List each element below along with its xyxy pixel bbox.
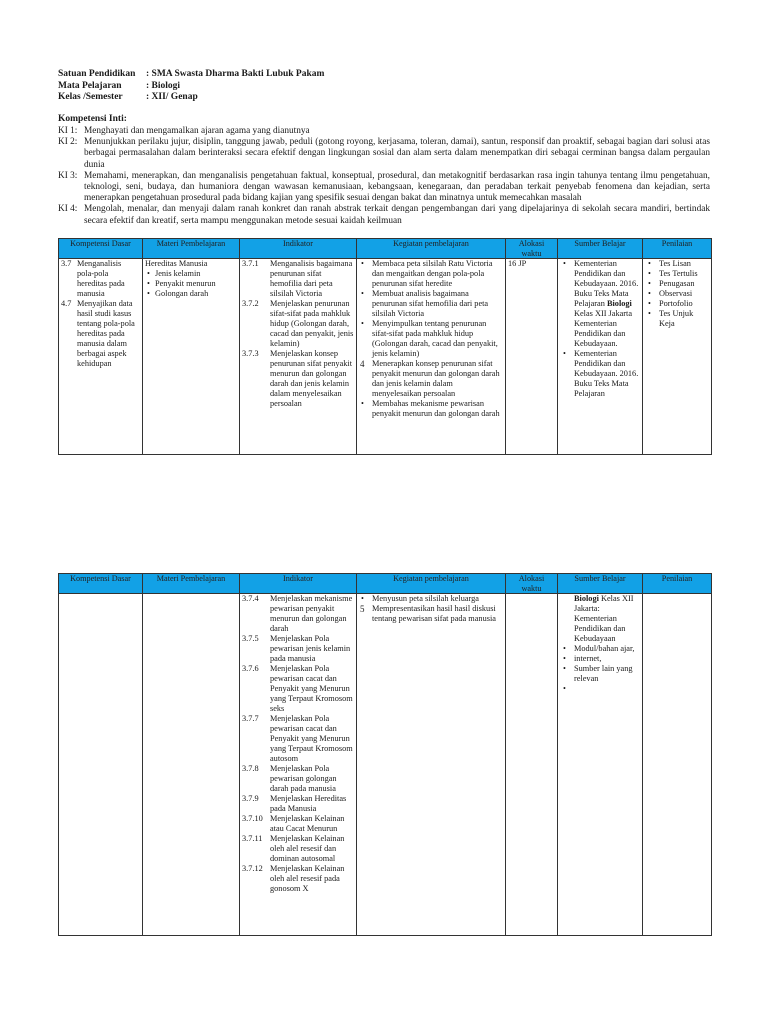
sumber-continuation: [560, 594, 640, 644]
kd-number: 3.7: [61, 259, 72, 268]
ki-code: KI 2:: [58, 137, 78, 148]
penilaian-item: • Observasi: [645, 289, 709, 299]
sumber-bold: Biologi: [574, 594, 599, 603]
ki-item: [58, 204, 710, 226]
ki-text: Menunjukkan perilaku jujur, disiplin, tanggung jawab, peduli (gotong royong, kerjasama, toleran, damai), santun, responsif dan proaktif, sebagai bagian dari solusi atas berbagai permasalahan dalam berinteraksi secara efektif dengan lingkungan sosial dan alam serta dalam menempatkan diri sebagai cerminan bangsa dalam pergaulan dunia: [84, 137, 710, 170]
kd-cell: [59, 594, 143, 936]
materi-title: Hereditas Manusia: [145, 259, 208, 268]
kd-text: Menyajikan data hasil studi kasus tentang pola-pola hereditas pada manusia dalam berbagai aspek kehidupan: [77, 299, 135, 368]
table-header-row: [59, 239, 712, 259]
sumber-cell: [558, 594, 643, 936]
syllabus-table-1: [58, 238, 712, 455]
indikator-text: Menjelaskan Kelainan atau Cacat Menurun: [270, 814, 345, 833]
kegiatan-item: [359, 259, 503, 289]
table-header-row: [59, 574, 712, 594]
ki-item: [58, 126, 710, 137]
indikator-text: Menjelaskan Kelainan oleh alel resesif pada gonosom X: [270, 864, 345, 893]
indikator-text: Menjelaskan penurunan sifat-sifat pada mahkluk hidup (Golongan darah, cacad dan penyakit, jenis kelamin): [270, 299, 354, 348]
sumber-item: • Modul/bahan ajar,: [560, 644, 640, 654]
materi-cell: [143, 594, 240, 936]
kd-cell: [59, 259, 143, 455]
sumber-text: Kementerian Pendidikan dan Kebudayaan. 2016. Buku Teks Mata Pelajaran: [574, 259, 639, 308]
alokasi-cell: [506, 594, 558, 936]
materi-item: • Penyakit menurun: [145, 279, 237, 289]
col-sumber: Sumber Belajar: [558, 574, 643, 594]
materi-item: • Jenis kelamin: [145, 269, 237, 279]
penilaian-item: • Penugasan: [645, 279, 709, 289]
table-row: [59, 594, 712, 936]
col-penilaian: Penilaian: [643, 574, 712, 594]
indikator-cell: [240, 259, 357, 455]
indikator-text: Menjelaskan konsep penurunan sifat penyakit menurun dan golongan darah dan jenis kelamin dalam menyelesaikan persoalan: [270, 349, 353, 408]
kelas-value: : XII/ Genap: [146, 92, 198, 102]
kegiatan-cell: [357, 594, 506, 936]
indikator-text: Menjelaskan Kelainan oleh alel resesif dan dominan autosomal: [270, 834, 345, 863]
materi-item: • Golongan darah: [145, 289, 237, 299]
col-alokasi: Alokasi waktu: [506, 574, 558, 594]
col-penilaian: Penilaian: [643, 239, 712, 259]
col-sumber: Sumber Belajar: [558, 239, 643, 259]
col-alokasi: Alokasi waktu: [506, 239, 558, 259]
kd-number: 4.7: [61, 299, 72, 308]
indikator-number: 3.7.3: [242, 349, 259, 358]
col-indikator: Indikator: [240, 239, 357, 259]
ki-title: Kompetensi Inti:: [58, 114, 127, 124]
kegiatan-text: Mempresentasikan hasil hasil diskusi tentang pewarisan sifat pada manusia: [372, 604, 496, 623]
indikator-text: Menjelaskan Pola pewarisan cacat dan Penyakit yang Menurun yang Terpaut Kromosom seks: [270, 664, 353, 713]
indikator-number: 3.7.1: [242, 259, 259, 268]
mapel-value: : Biologi: [146, 80, 181, 91]
indikator-number: 3.7.11: [242, 834, 263, 843]
satuan-value: : SMA Swasta Dharma Bakti Lubuk Pakam: [146, 69, 325, 79]
penilaian-cell: [643, 259, 712, 455]
col-kd: Kompetensi Dasar: [59, 239, 143, 259]
indikator-number: 3.7.10: [242, 814, 263, 823]
kegiatan-text: Menerapkan konsep penurunan sifat penyakit menurun dan golongan darah dan jenis kelamin dalam menyelesaikan persoalan: [372, 359, 500, 398]
sumber-text: Kelas XII Jakarta Kementerian Pendidikan dan Kebudayaan.: [574, 309, 633, 348]
indikator-number: 3.7.6: [242, 664, 259, 673]
kegiatan-item: [359, 594, 503, 604]
ki-code: KI 3:: [58, 170, 78, 181]
ki-list: [58, 126, 710, 227]
sumber-bold: Biologi: [606, 299, 632, 308]
col-indikator: Indikator: [240, 574, 357, 594]
ki-text: Menghayati dan mengamalkan ajaran agama yang dianutnya: [84, 126, 310, 136]
sumber-cell: [558, 259, 643, 455]
ki-item: [58, 171, 710, 205]
sumber-item: [560, 684, 640, 694]
sumber-text: Kementerian Pendidikan dan Kebudayaan. 2016. Buku Teks Mata Pelajaran: [574, 349, 639, 398]
penilaian-item: • Portofolio: [645, 299, 709, 309]
syllabus-table-2: [58, 573, 712, 936]
col-materi: Materi Pembelajaran: [143, 574, 240, 594]
kelas-label: Kelas /Semester: [58, 92, 123, 102]
kegiatan-text: Menyusun peta silsilah keluarga: [372, 594, 479, 603]
sumber-item: • internet,: [560, 654, 640, 664]
document-header: [58, 69, 324, 104]
sumber-item: [560, 349, 640, 399]
materi-cell: [143, 259, 240, 455]
kd-text: Menganalisis pola-pola hereditas pada manusia: [77, 259, 125, 298]
satuan-label: Satuan Pendidikan: [58, 69, 136, 79]
indikator-number: 3.7.7: [242, 714, 259, 723]
kegiatan-text: Membuat analisis bagaimana penurunan sifat hemofilia dari peta silsilah Victoria: [372, 289, 489, 318]
indikator-number: 3.7.8: [242, 764, 259, 773]
penilaian-item: • Tes Lisan: [645, 259, 709, 269]
indikator-text: Menjelaskan Hereditas pada Manusia: [270, 794, 347, 813]
indikator-number: 3.7.12: [242, 864, 263, 873]
alokasi-cell: 16 JP: [506, 259, 558, 455]
indikator-number: 3.7.2: [242, 299, 259, 308]
kegiatan-number: 5: [360, 604, 365, 614]
sumber-item: • Sumber lain yang relevan: [560, 664, 640, 684]
indikator-number: 3.7.9: [242, 794, 259, 803]
indikator-number: 3.7.5: [242, 634, 259, 643]
sumber-item: [560, 259, 640, 349]
penilaian-cell: [643, 594, 712, 936]
penilaian-item: • Tes Unjuk Keja: [645, 309, 709, 329]
col-kd: Kompetensi Dasar: [59, 574, 143, 594]
penilaian-item: • Tes Tertulis: [645, 269, 709, 279]
kegiatan-item: [359, 604, 503, 624]
kegiatan-item: [359, 289, 503, 319]
ki-text: Memahami, menerapkan, dan menganalisis pengetahuan faktual, konseptual, prosedural, dan metakognitif berdasarkan rasa ingin tahunya tentang ilmu pengetahuan, teknologi, seni, budaya, dan humaniora dengan wawasan kemanusiaan, kebangsaan, kenegaraan, dan peradaban terkait penyebab fenomena dan kejadian, serta menerapkan pengetahuan prosedural pada bidang kajian yang spesifik sesuai dengan bakat dan minatnya untuk memecahkan masalah: [84, 170, 710, 204]
ki-code: KI 4:: [58, 204, 78, 215]
kegiatan-text: Membaca peta silsilah Ratu Victoria dan mengaitkan dengan pola-pola penurunan sifat heredite: [372, 259, 493, 288]
kegiatan-item: [359, 359, 503, 399]
indikator-text: Menjelaskan Pola pewarisan golongan darah pada manusia: [270, 764, 337, 793]
indikator-text: Menganalisis bagaimana penurunan sifat hemofilia dari peta silsilah Victoria: [270, 259, 353, 298]
table-row: [59, 259, 712, 455]
ki-text: Mengolah, menalar, dan menyaji dalam ranah konkret dan ranah abstrak terkait dengan pengembangan dari yang dipelajarinya di sekolah secara mandiri, bertindak secara efektif dan kreatif, serta mampu menggunakan metode sesuai kaidah keilmuan: [84, 204, 710, 226]
kegiatan-number: 4: [360, 359, 365, 369]
ki-code: KI 1:: [58, 126, 78, 136]
kegiatan-item: [359, 319, 503, 359]
indikator-text: Menjelaskan Pola pewarisan jenis kelamin pada manusia: [270, 634, 351, 663]
kegiatan-item: [359, 399, 503, 419]
indikator-text: Menjelaskan Pola pewarisan cacat dan Penyakit yang Menurun yang Terpaut Kromosom autosom: [270, 714, 353, 763]
sumber-text: Kelas XII Jakarta: Kementerian Pendidikan dan Kebudayaan: [574, 594, 634, 643]
kegiatan-text: Menyimpulkan tentang penurunan sifat-sifat pada mahkluk hidup (Golongan darah, cacad dan penyakit, jenis kelamin): [372, 319, 498, 358]
col-materi: Materi Pembelajaran: [143, 239, 240, 259]
indikator-number: 3.7.4: [242, 594, 259, 603]
indikator-cell: [240, 594, 357, 936]
col-kegiatan: Kegiatan pembelajaran: [357, 574, 506, 594]
kegiatan-cell: [357, 259, 506, 455]
mapel-label: Mata Pelajaran: [58, 80, 122, 91]
col-kegiatan: Kegiatan pembelajaran: [357, 239, 506, 259]
kegiatan-text: Membahas mekanisme pewarisan penyakit menurun dan golongan darah: [372, 399, 500, 418]
ki-item: [58, 137, 710, 171]
indikator-text: Menjelaskan mekanisme pewarisan penyakit menurun dan golongan darah: [270, 594, 353, 633]
